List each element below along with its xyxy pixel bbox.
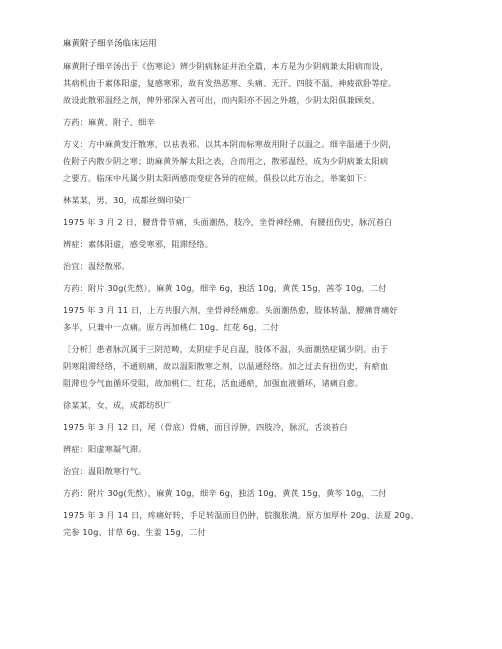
text-line: 之要方。临床中凡属少阴太阳两感而变症各异的症候，俱投以此方治之，举案如下： [63, 173, 372, 183]
text-line: 林某某，男，30，成都丝绸印染厂 [63, 195, 191, 205]
text-line: 完参 10g、甘草 6g、生姜 15g，二付 [63, 527, 206, 537]
text-line: 阴寒阻滞经络，不通则痛，故以温阳散寒之剂，以温通经络。加之过去有扭伤史，有瘀血 [63, 361, 389, 371]
text-line: 故设此散邪温经之剂，俾外邪深入者可出，而内阳亦不因之外越，少阴太阳俱兼顾矣。 [63, 95, 380, 105]
text-line: 阻滞也令气血循环受阻，故加桃仁、红花，活血通瘀，加强血液循环，诸痛自愈。 [63, 378, 364, 388]
text-line: 辨症：阳虚寒凝气滞。 [63, 444, 147, 454]
text-line: 治宜：温阳散寒行气。 [63, 466, 147, 476]
text-line: 多半，只兼中一点痛。原方再加桃仁 10g、红花 6g，二付 [63, 322, 279, 332]
text-line: 辨症：素体阳虚，感受寒邪，阻滞经络。 [63, 239, 214, 249]
text-line: 其病机由于素体阳虚，复感寒邪，故有发热恶寒、头痛、无汗、四肢不温、神疲欲卧等症。 [63, 78, 397, 88]
text-line: ［分析］患者脉沉属于三阴范畴，太阴症手足自温，肢体不温，头面潮热症属少阴。由于 [63, 344, 389, 354]
text-line: 1975 年 3 月 12 日，尾（骨底）骨痛，面目浮肿，四肢冷，脉沉，舌淡苔白 [63, 422, 348, 432]
text-line: 方药：附片 30g(先熬），麻黄 10g，细辛 6g，独活 10g，黄芪 15g，黄芩 10g，二付 [63, 488, 387, 498]
text-line: 麻黄附子细辛汤出于《伤寒论》辨少阴病脉证并治全篇，本方是为少阴病兼太阳病而设， [63, 61, 389, 71]
text-line: 佐附子内散少阴之寒；助麻黄外解太阳之表，合而用之，散邪温经，成为少阴病兼太阳病 [63, 156, 389, 166]
text-line: 徐某某，女，成，成都纺织厂 [63, 400, 172, 410]
text-line: 治宜：温经散邪。 [63, 261, 130, 271]
text-line: 1975 年 3 月 2 日，腰背骨节痛，头面潮热，肢冷，坐骨神经痛，有腰扭伤史，脉沉苔白 [63, 217, 393, 227]
text-line: 方义：方中麻黄发汗散寒，以祛表邪。以其本阴而标寒故用附子以温之。细辛温通于少阴， [63, 139, 397, 149]
text-line: 方药：附片 30g(先熬），麻黄 10g，细辛 6g，独活 10g，黄芪 15g，茜苓 10g，二付 [63, 283, 387, 293]
text-line: 方药：麻黄、附子、细辛 [63, 117, 155, 127]
text-line: 1975 年 3 月 14 日，疼痛好转，手足转温面目仍肿，脘腹胀满。原方加厚朴 20g、法夏 20g、 [63, 510, 419, 520]
document-title: 麻黄附子细辛汤临床运用 [63, 38, 157, 48]
text-line: 1975 年 3 月 11 日，上方共服六剂，坐骨神经痛愈。头面潮热愈，肢体转温，腰痛背痛好 [63, 305, 398, 315]
